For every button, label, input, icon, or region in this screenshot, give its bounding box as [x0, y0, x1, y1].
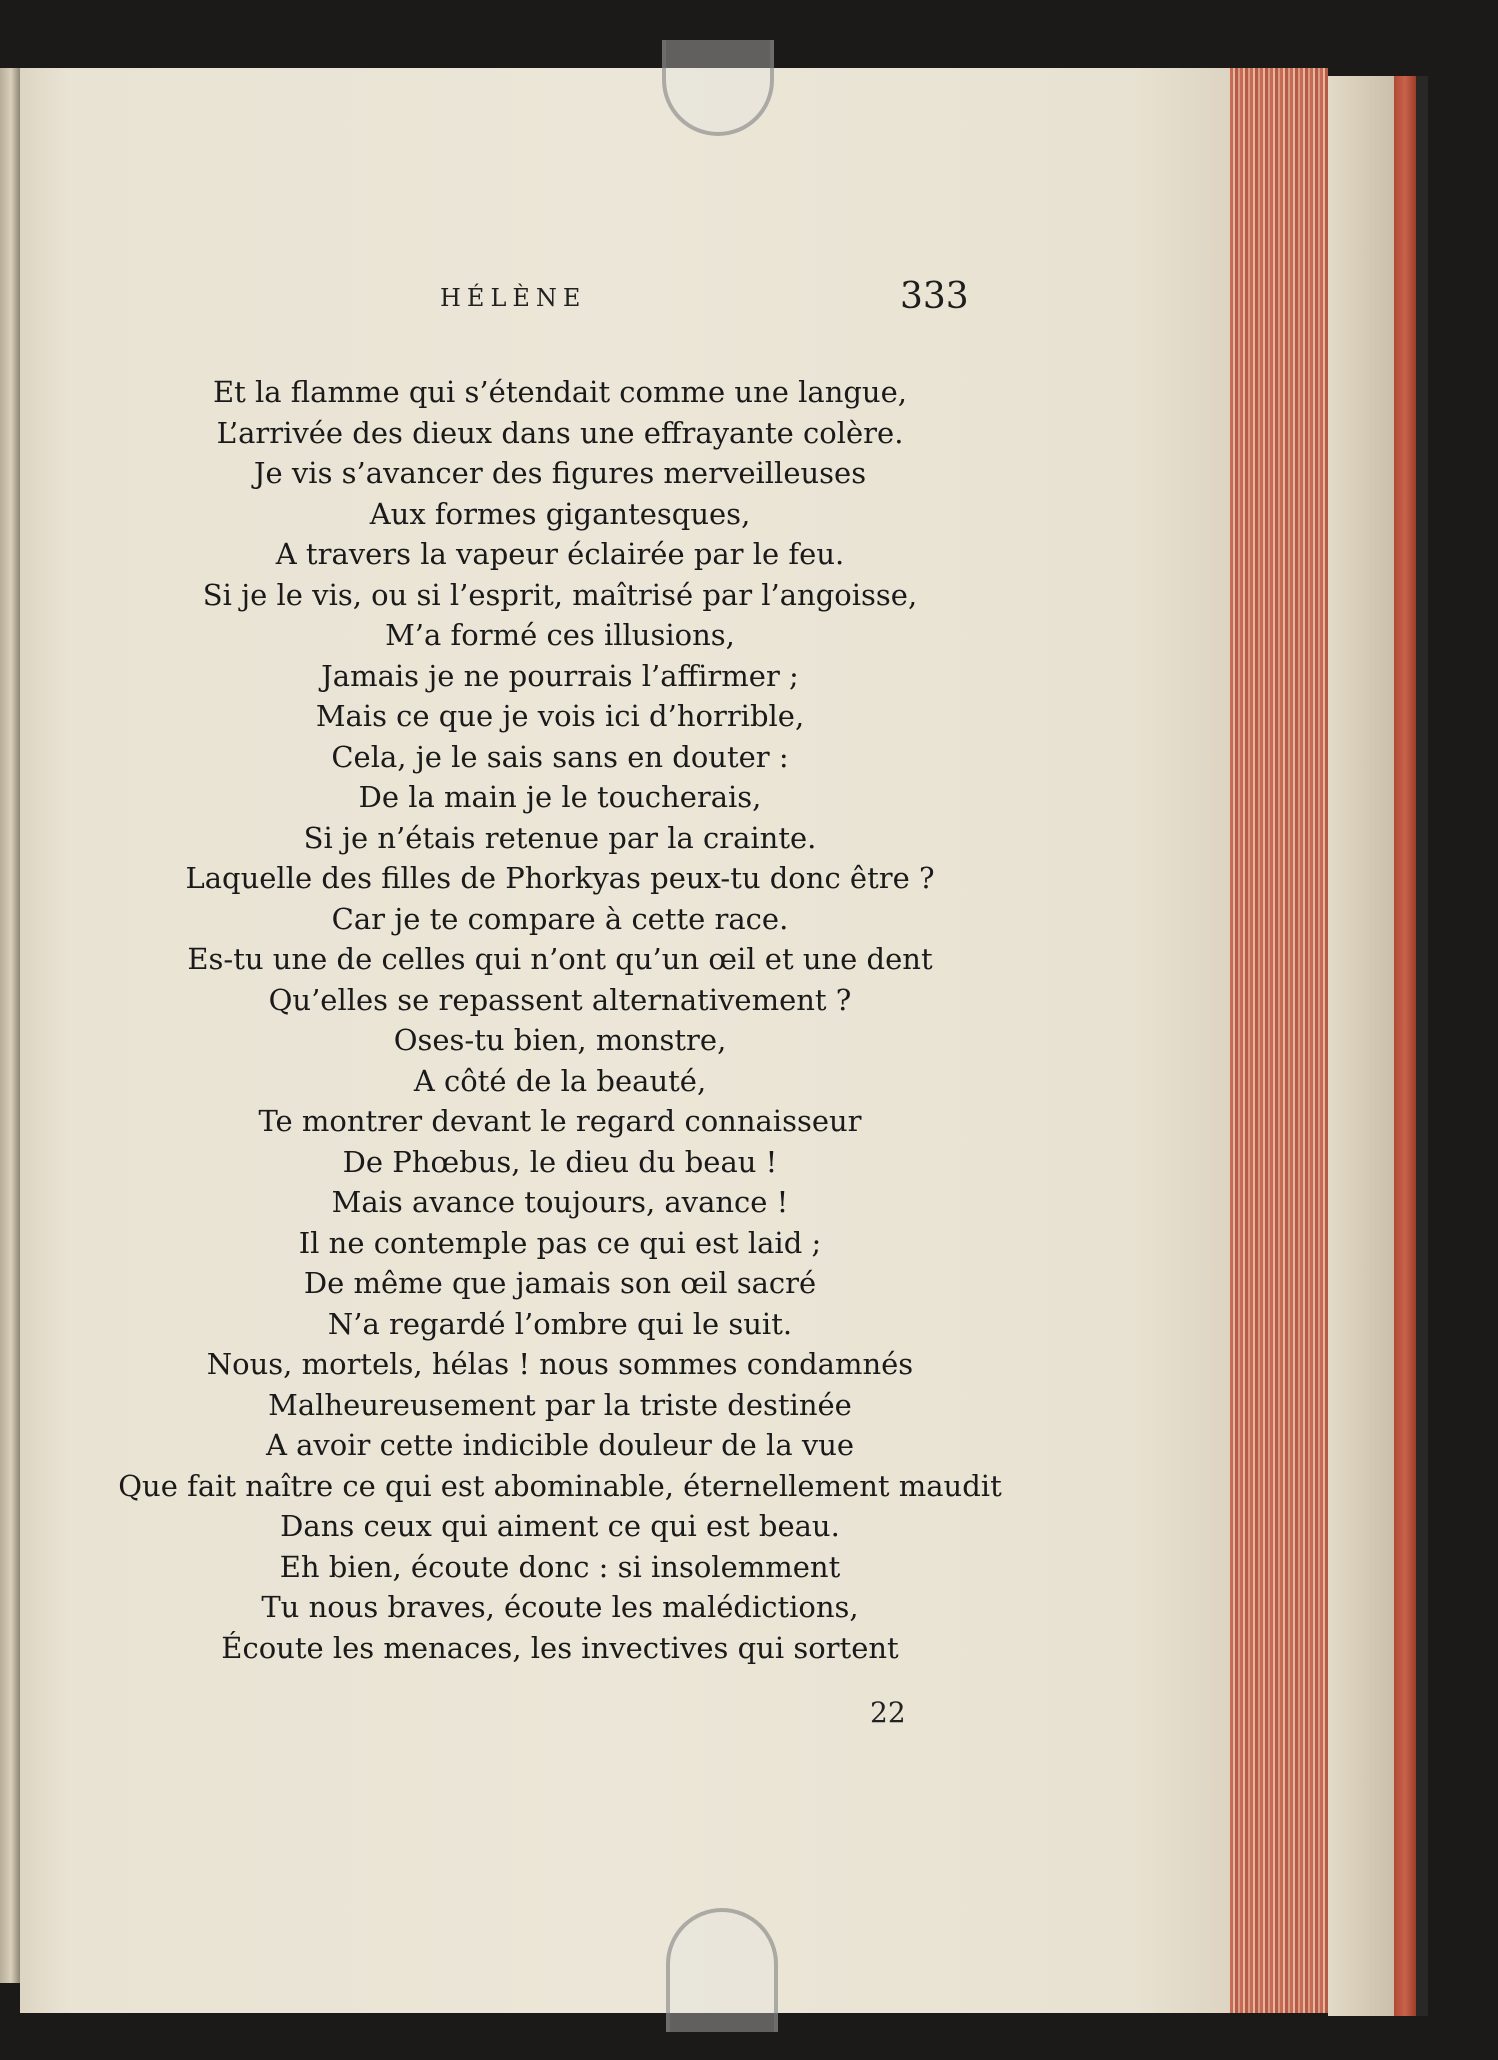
page-number: 333	[900, 276, 969, 317]
verse-line: Es-tu une de celles qui n’ont qu’un œil et une dent	[187, 942, 933, 976]
verse-line: Qu’elles se repassent alternativement ?	[268, 982, 852, 1017]
verse-line: M’a formé ces illusions,	[385, 618, 735, 652]
signature-mark: 22	[870, 1696, 906, 1729]
gilded-page-edges	[1230, 68, 1328, 2013]
verse-line: Il ne contemple pas ce qui est laid ;	[298, 1225, 822, 1260]
verse-line: L’arrivée des dieux dans une effrayante colère.	[216, 415, 904, 450]
verse-block	[60, 372, 1060, 1668]
verse-line: Mais ce que je vois ici d’horrible,	[315, 699, 805, 733]
verse-line: Jamais je ne pourrais l’affirmer ;	[321, 658, 799, 693]
verse-line: Eh bien, écoute donc : si insolemment	[279, 1549, 841, 1584]
verse-line: A côté de la beauté,	[413, 1063, 707, 1098]
verse-line: Que fait naître ce qui est abominable, éternellement maudit	[118, 1468, 1002, 1503]
verse-line: Oses-tu bien, monstre,	[393, 1023, 727, 1057]
verse-line: Si je le vis, ou si l’esprit, maîtrisé par l’angoisse,	[202, 577, 918, 612]
verse-line: N’a regardé l’ombre qui le suit.	[327, 1306, 793, 1341]
book-binding-shadow	[1416, 76, 1428, 2016]
verse-line: Malheureusement par la triste destinée	[268, 1387, 852, 1422]
running-title: HÉLÈNE	[440, 284, 587, 312]
book-binding-edge	[1394, 76, 1416, 2016]
verse-line: De la main je le toucherais,	[358, 780, 762, 814]
page-clip-bottom	[666, 1908, 778, 2032]
verse-line: Si je n’étais retenue par la crainte.	[303, 820, 817, 855]
verse-line: Tu nous braves, écoute les malédictions,	[261, 1590, 859, 1624]
verse-line: Aux formes gigantesques,	[369, 496, 751, 531]
verse-line: Laquelle des filles de Phorkyas peux-tu donc être ?	[185, 861, 935, 895]
verse-line: Écoute les menaces, les invectives qui sortent	[221, 1630, 899, 1665]
verse-line: A avoir cette indicible douleur de la vue	[265, 1428, 855, 1462]
verse-line: Dans ceux qui aiment ce qui est beau.	[280, 1509, 840, 1543]
book-cover-strip	[1328, 76, 1394, 2016]
verse-line: Et la flamme qui s’étendait comme une langue,	[212, 375, 907, 409]
verse-line: Nous, mortels, hélas ! nous sommes condamnés	[206, 1347, 914, 1381]
verse-line: De même que jamais son œil sacré	[303, 1266, 817, 1300]
verse-line: A travers la vapeur éclairée par le feu.	[275, 537, 845, 571]
verse-line: De Phœbus, le dieu du beau !	[342, 1144, 778, 1179]
facing-page-edge	[0, 68, 20, 1983]
verse-line: Te montrer devant le regard connaisseur	[258, 1104, 862, 1138]
verse-line: Cela, je le sais sans en douter :	[331, 739, 789, 774]
verse-line: Mais avance toujours, avance !	[331, 1185, 789, 1219]
verse-line: Car je te compare à cette race.	[331, 901, 789, 936]
verse-line: Je vis s’avancer des figures merveilleuses	[253, 456, 867, 490]
